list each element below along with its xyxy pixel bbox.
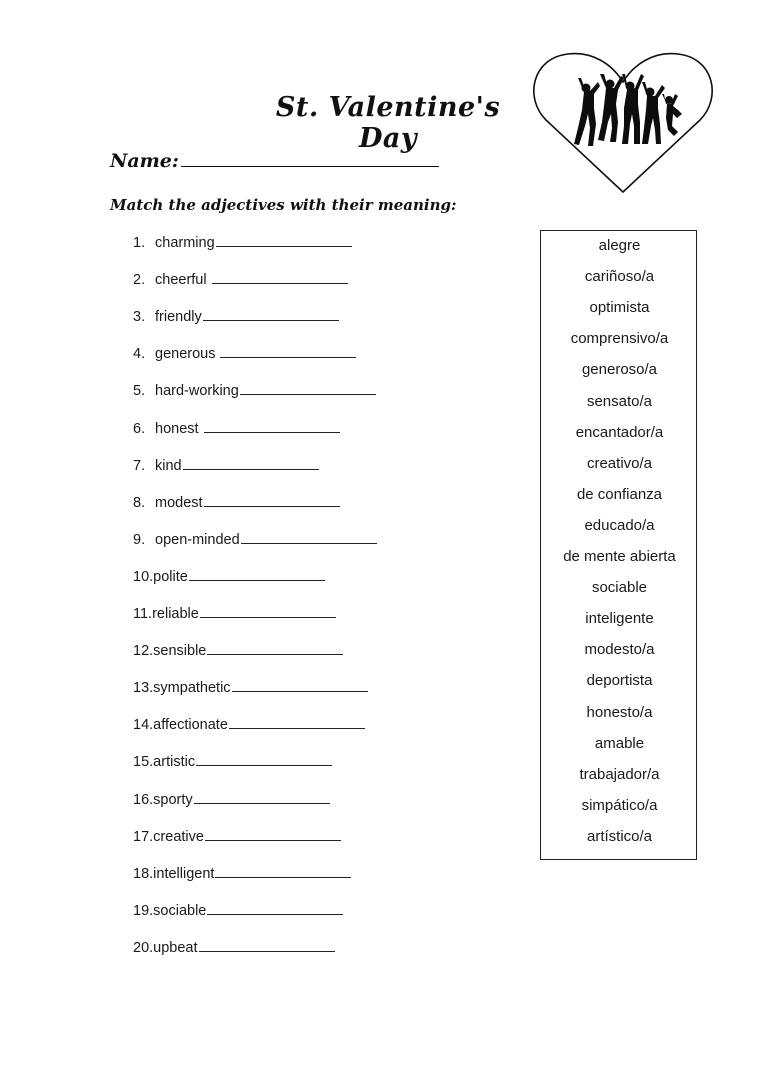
- meaning-item: simpático/a: [581, 796, 658, 814]
- meaning-item: educado/a: [584, 516, 655, 534]
- answer-blank[interactable]: [212, 269, 348, 284]
- adjective-number: 13.: [133, 680, 154, 697]
- adjective-number: 12.: [133, 643, 154, 660]
- adjective-number: 20.: [133, 939, 154, 956]
- adjective-number: 11.: [133, 606, 153, 622]
- adjective-word: reliable: [152, 606, 199, 622]
- adjective-item: [133, 343, 356, 365]
- adjective-word: polite: [153, 568, 188, 585]
- adjective-item: [133, 529, 377, 551]
- answer-blank[interactable]: [241, 529, 377, 544]
- adjective-number: 8.: [133, 494, 146, 511]
- adjective-item: [133, 269, 348, 291]
- adjective-word: hard-working: [155, 383, 239, 400]
- answer-blank[interactable]: [194, 789, 330, 804]
- name-blank-line[interactable]: [181, 152, 439, 167]
- adjective-number: 1.: [133, 235, 146, 251]
- adjective-item: [133, 232, 352, 254]
- meaning-item: encantador/a: [575, 423, 664, 441]
- adjective-number: 4.: [133, 346, 146, 363]
- answer-blank[interactable]: [229, 714, 365, 729]
- adjective-word: intelligent: [153, 865, 215, 882]
- adjective-number: 14.: [133, 717, 154, 734]
- meaning-item: de confianza: [576, 485, 663, 503]
- adjective-word: charming: [155, 235, 215, 251]
- meaning-item: deportista: [586, 672, 653, 690]
- answer-blank[interactable]: [232, 677, 368, 692]
- meaning-item: honesto/a: [586, 703, 653, 721]
- adjective-item: [133, 455, 319, 477]
- page-title: St. Valentine's Day: [275, 92, 501, 154]
- answer-blank[interactable]: [199, 937, 335, 952]
- answer-blank[interactable]: [196, 751, 332, 766]
- adjective-item: [133, 863, 351, 885]
- adjective-word: upbeat: [153, 939, 198, 956]
- adjective-number: 17.: [133, 828, 154, 845]
- answer-blank[interactable]: [216, 232, 352, 247]
- adjective-word: generous: [155, 346, 216, 363]
- adjective-item: [133, 603, 336, 625]
- meaning-item: artístico/a: [586, 827, 653, 845]
- meaning-item: sociable: [591, 579, 648, 597]
- adjective-word: sympathetic: [153, 680, 231, 697]
- adjective-word: cheerful: [155, 272, 207, 289]
- adjective-item: [133, 789, 330, 811]
- adjective-word: open-minded: [155, 531, 240, 548]
- answer-blank[interactable]: [200, 603, 336, 618]
- meaning-item: cariñoso/a: [584, 268, 655, 286]
- meanings-box: [540, 230, 697, 860]
- meaning-item: comprensivo/a: [570, 330, 669, 348]
- adjective-number: 7.: [133, 457, 146, 474]
- meaning-item: modesto/a: [584, 641, 655, 659]
- adjective-number: 15.: [133, 754, 154, 771]
- adjective-word: affectionate: [153, 717, 228, 734]
- meaning-item: de mente abierta: [563, 548, 676, 565]
- adjective-number: 10.: [133, 568, 154, 585]
- adjective-item: [133, 714, 365, 736]
- answer-blank[interactable]: [204, 418, 340, 433]
- adjective-word: creative: [153, 828, 204, 845]
- adjective-item: [133, 900, 343, 922]
- meaning-item: optimista: [589, 299, 650, 317]
- adjective-item: [133, 677, 368, 699]
- answer-blank[interactable]: [220, 343, 356, 358]
- adjective-item: [133, 492, 340, 514]
- answer-blank[interactable]: [204, 492, 340, 507]
- meaning-item: amable: [594, 734, 645, 752]
- adjective-number: 19.: [133, 902, 154, 919]
- adjective-word: friendly: [155, 309, 202, 326]
- answer-blank[interactable]: [189, 566, 325, 581]
- answer-blank[interactable]: [183, 455, 319, 470]
- adjective-number: 5.: [133, 383, 146, 400]
- meaning-item: creativo/a: [586, 454, 653, 472]
- adjective-number: 18.: [133, 865, 154, 882]
- adjective-number: 9.: [133, 531, 146, 548]
- answer-blank[interactable]: [215, 863, 351, 878]
- adjective-number: 3.: [133, 309, 146, 326]
- adjective-word: honest: [155, 420, 199, 437]
- meaning-item: trabajador/a: [579, 765, 660, 783]
- adjective-number: 16.: [133, 791, 154, 808]
- adjective-number: 2.: [133, 272, 146, 289]
- adjective-item: [133, 826, 341, 848]
- adjective-word: sporty: [153, 791, 193, 808]
- answer-blank[interactable]: [203, 306, 339, 321]
- adjective-item: [133, 566, 325, 588]
- name-field: [110, 150, 439, 172]
- meaning-item: generoso/a: [581, 361, 658, 379]
- adjective-item: [133, 640, 343, 662]
- heart-people-icon: [528, 48, 718, 196]
- answer-blank[interactable]: [207, 640, 343, 655]
- answer-blank[interactable]: [207, 900, 343, 915]
- adjective-word: artistic: [153, 754, 196, 771]
- adjective-item: [133, 306, 339, 328]
- adjective-word: modest: [155, 494, 203, 511]
- instruction-text: Match the adjectives with their meaning:: [110, 196, 457, 214]
- meaning-item: alegre: [598, 237, 641, 254]
- adjective-item: [133, 380, 376, 402]
- adjective-word: sociable: [153, 902, 207, 919]
- adjective-item: [133, 751, 332, 773]
- adjective-item: [133, 418, 340, 440]
- adjective-word: sensible: [153, 643, 207, 660]
- adjective-word: kind: [155, 457, 182, 474]
- adjective-item: [133, 937, 335, 959]
- meaning-item: inteligente: [585, 610, 654, 628]
- meaning-item: sensato/a: [586, 392, 653, 410]
- name-label: Name:: [110, 150, 179, 172]
- answer-blank[interactable]: [240, 380, 376, 395]
- answer-blank[interactable]: [205, 826, 341, 841]
- adjective-number: 6.: [133, 420, 146, 437]
